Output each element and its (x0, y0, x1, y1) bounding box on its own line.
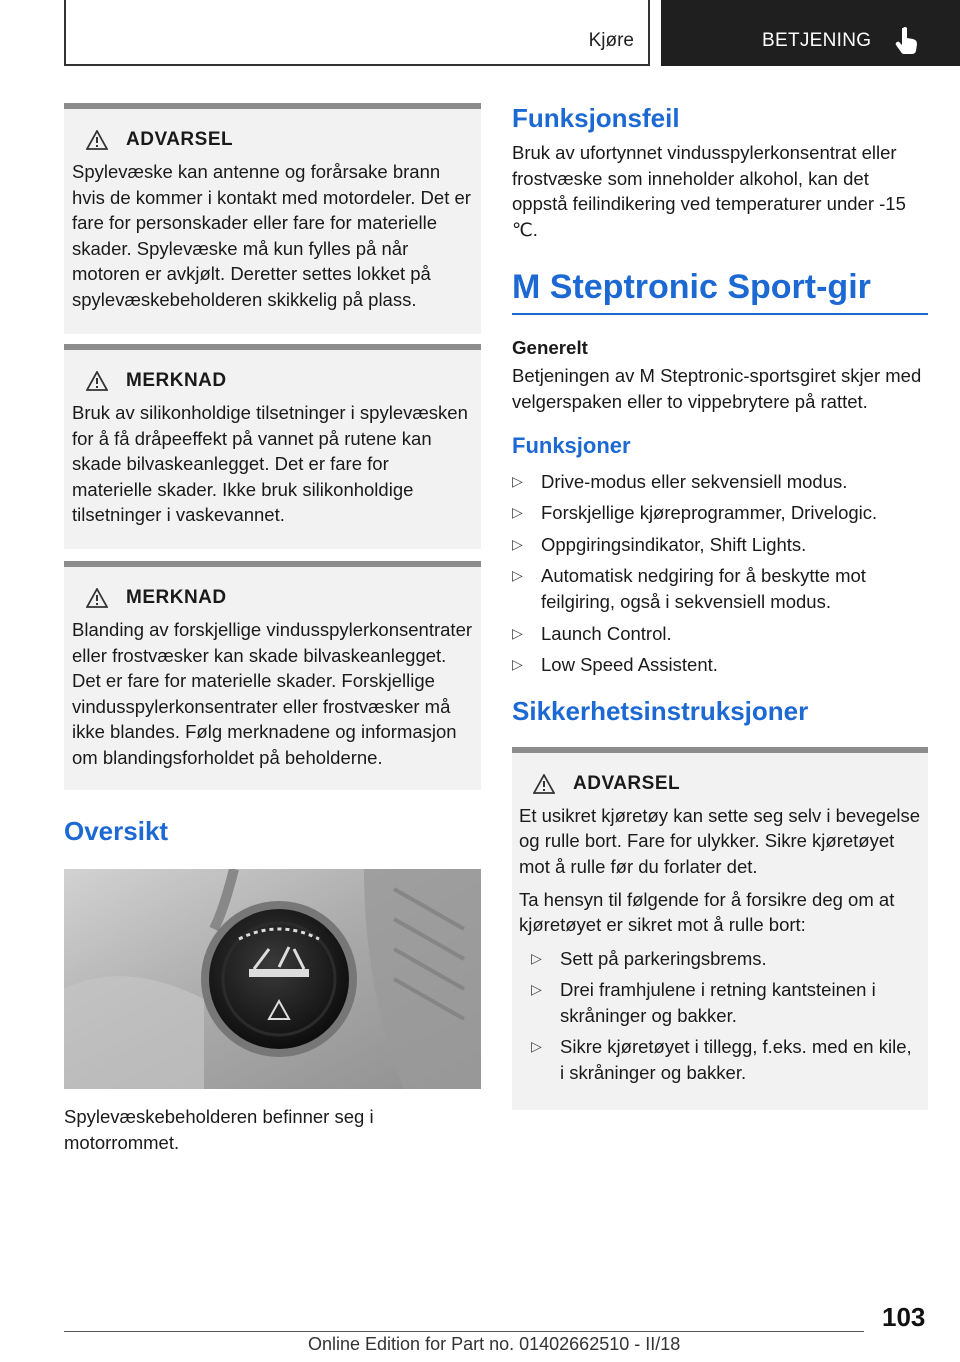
list-item: ▷ Drive-modus eller sekvensiell modus. (512, 469, 928, 495)
list-item: ▷ Forskjellige kjøreprogrammer, Drivelogic. (512, 500, 928, 526)
safety-heading: Sikkerhetsinstruksjoner (512, 695, 809, 726)
warning-text: Spylevæske kan antenne og forårsake brann hvis de kommer i kontakt med motordeler. Det er fare for personskader eller fare for materielle skader. Spylevæske må kun fylles på når motoren er avkjølt. Deretter settes lokket på spylevæskebeholderen skikkelig på plass. (72, 161, 471, 310)
header-chapter-tab (64, 0, 650, 66)
page-number: 103 (882, 1302, 926, 1332)
functions-list (512, 469, 928, 678)
list-item: ▷ Sett på parkeringsbrems. (531, 946, 920, 972)
malfunction-heading: Funksjonsfeil (512, 103, 680, 133)
malfunction-text: Bruk av ufortynnet vindusspylerkonsentrat eller frostvæske som inneholder alkohol, kan det oppstå feilindikering ved temperaturer under -15 ℃. (512, 142, 906, 240)
warning-triangle-icon (86, 371, 108, 391)
list-item: ▷ Launch Control. (512, 621, 928, 647)
notice-title: MERKNAD (126, 587, 227, 608)
list-item: ▷ Low Speed Assistent. (512, 652, 928, 678)
safety-list (531, 946, 920, 1086)
general-text: Betjeningen av M Steptronic-sportsgiret skjer med velgerspaken eller to vippebrytere på rattet. (512, 365, 922, 412)
header-section-tab (661, 0, 960, 66)
warning-triangle-icon (86, 130, 108, 150)
notice-box (64, 561, 481, 790)
header-chapter: Kjøre (588, 30, 634, 51)
notice-box (64, 344, 481, 549)
footer-edition: Online Edition for Part no. 01402662510 - II/18 (308, 1334, 681, 1354)
warning-title: ADVARSEL (126, 129, 234, 150)
warning-title: ADVARSEL (573, 772, 681, 794)
notice-title: MERKNAD (126, 370, 227, 391)
main-heading: M Steptronic Sport-gir (512, 268, 928, 315)
right-column (512, 103, 928, 1110)
overview-heading: Oversikt (64, 816, 169, 846)
image-caption: Spylevæskebeholderen befinner seg i motorrommet. (64, 1106, 374, 1153)
list-item: ▷ Automatisk nedgiring for å beskytte mot feilgiring, også i sekvensiell modus. (512, 563, 928, 614)
list-item: ▷ Sikre kjøretøyet i tillegg, f.eks. med en kile, i skråninger og bakker. (531, 1034, 920, 1085)
general-heading: Generelt (512, 337, 588, 359)
left-column (64, 103, 481, 1155)
notice-text: Bruk av silikonholdige tilsetninger i spylevæsken for å få dråpeeffekt på vannet på rutene kan skade bilvaskeanlegget. Det er fare for materielle skader. Ikke bruk silikonholdige tilsetninger i vaskevannet. (72, 402, 468, 526)
warning-box (512, 747, 928, 1110)
notice-text: Blanding av forskjellige vindusspylerkonsentrater eller frostvæsker kan skade bilvaskeanlegget. Det er fare for materielle skader. Forskjellige vindusspylerkonsentrater eller frostvæsker må ikke blandes. Følg merknadene og informasjon om blandingsforholdet på beholderne. (72, 619, 473, 768)
footer-divider (64, 1331, 864, 1332)
header-section: BETJENING (762, 30, 872, 51)
warning-triangle-icon (86, 588, 108, 608)
warning-triangle-icon (533, 774, 555, 794)
list-item: ▷ Oppgiringsindikator, Shift Lights. (512, 532, 928, 558)
washer-reservoir-image (64, 869, 481, 1089)
warning-box (64, 103, 481, 334)
warning-text: Ta hensyn til følgende for å forsikre deg om at kjøretøyet er sikret mot å rulle bort: (519, 888, 895, 936)
list-item: ▷ Drei framhjulene i retning kantsteinen i skråninger og bakker. (531, 977, 920, 1028)
hand-pointer-icon (894, 26, 920, 54)
functions-heading: Funksjoner (512, 432, 631, 458)
warning-text: Et usikret kjøretøy kan sette seg selv i bevegelse og rulle bort. Fare for ulykker. Sikre kjøretøyet mot å rulle før du forlater det. (519, 804, 921, 877)
